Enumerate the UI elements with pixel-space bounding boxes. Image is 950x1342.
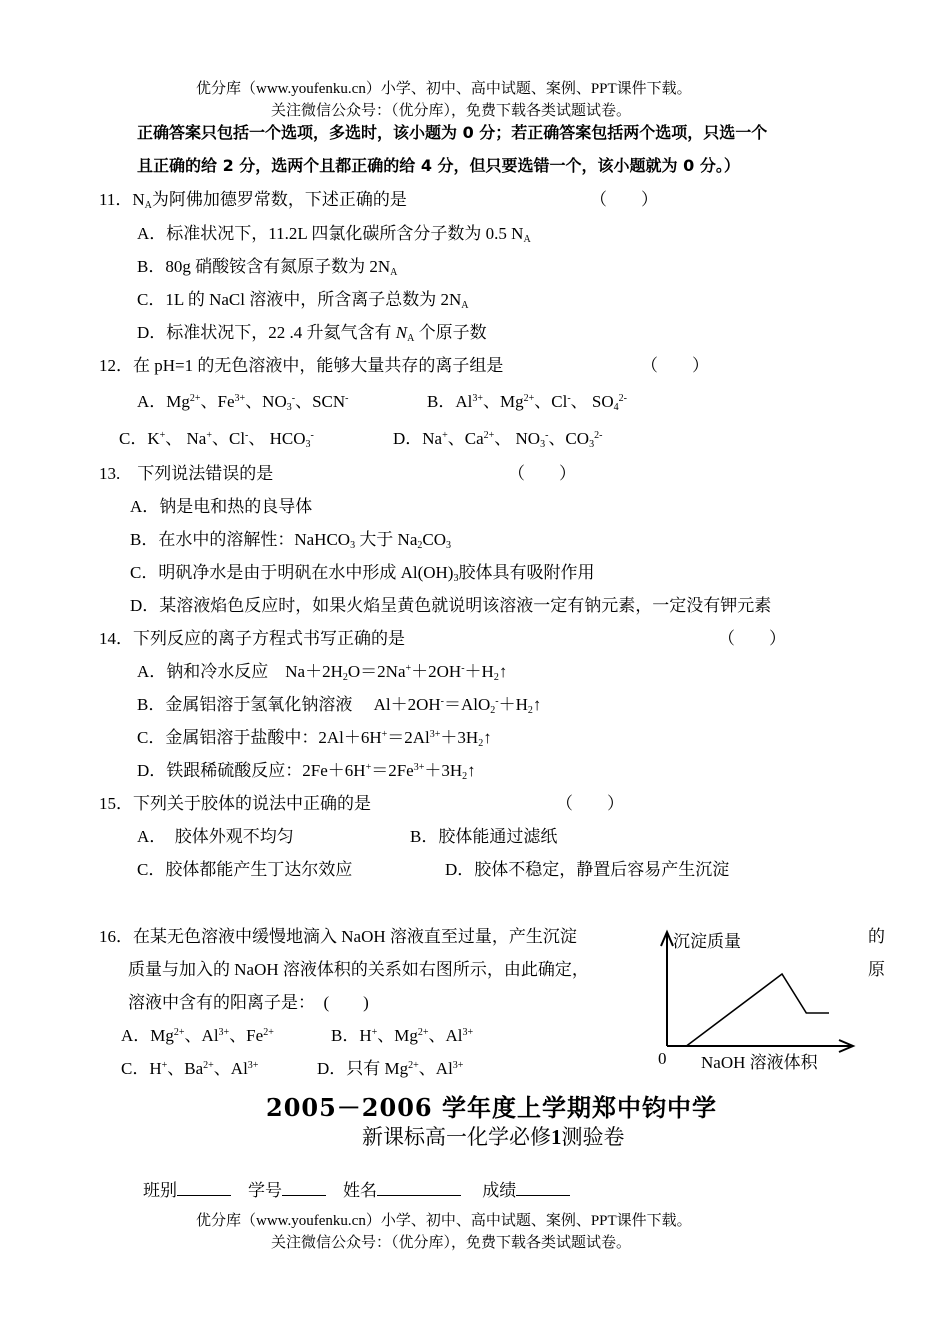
q16-line-1-end: 的: [868, 927, 885, 946]
q16-option-a: A．$Mg^{2+}$、$Al^{3+}$、$Fe^{2+}$: [121, 1026, 274, 1045]
info-fields: [143, 1179, 570, 1202]
q12-option-a: A．$Mg^{2+}$、$Fe^{3+}$、$NO_3^-$、SCN-: [137, 392, 349, 413]
q15-option-a: A． 胶体外观不均匀: [137, 827, 294, 846]
instructions-line-2: 且正确的给 2 分，选两个且都正确的给 4 分，但只要选错一个，该小题就为 0 分。）: [137, 156, 740, 175]
header-line-2: 关注微信公众号：（优分库），免费下载各类试题试卷。: [271, 103, 632, 119]
id-blank[interactable]: [282, 1179, 326, 1196]
q15-option-b: B．胶体能通过滤纸: [410, 827, 558, 846]
exam-subtitle: 新课标高一化学必修1测验卷: [362, 1125, 625, 1149]
footer-line-2: 关注微信公众号：（优分库），免费下载各类试题试卷。: [271, 1235, 632, 1251]
q11-option-a: A．标准状况下，11.2L 四氯化碳所含分子数为 0.5 $N_A$: [137, 224, 531, 245]
q11-option-b: B．80g 硝酸铵含有氮原子数为 $2N_A$: [137, 257, 398, 278]
q13-option-c: C．明矾净水是由于明矾在水中形成 $Al(OH)_3$胶体具有吸附作用: [130, 563, 595, 584]
q13-option-d: D．某溶液焰色反应时，如果火焰呈黄色就说明该溶液一定有钠元素，一定没有钾元素: [130, 596, 772, 615]
score-blank[interactable]: [516, 1179, 570, 1196]
q12-stem: 12．在 pH=1 的无色溶液中，能够大量共存的离子组是: [99, 356, 504, 375]
q12-option-c: C．K+、 Na+、Cl-、 $HCO_3^-$: [119, 429, 314, 450]
q16-line-2-end: 原: [868, 960, 885, 979]
q15-answer-paren: （ ）: [556, 794, 624, 813]
q14-option-d: D．铁跟稀硫酸反应：$2Fe+6H^+=2Fe^{3+}+3H_2↑$: [137, 761, 476, 782]
x-axis-label: NaOH 溶液体积: [701, 1053, 818, 1072]
precipitate-curve: [686, 974, 829, 1046]
name-blank[interactable]: [377, 1179, 461, 1196]
q16-line-3: 溶液中含有的阳离子是： ( ): [128, 993, 369, 1012]
q16-option-b: B．H+、$Mg^{2+}$、$Al^{3+}$: [331, 1026, 474, 1045]
instructions-line-1: 正确答案只包括一个选项，多选时，该小题为 0 分；若正确答案包括两个选项，只选一个: [137, 123, 768, 142]
q15-stem: 15．下列关于胶体的说法中正确的是: [99, 794, 371, 813]
q12-option-b: B．$Al^{3+}$、$Mg^{2+}$、Cl-、 $SO_4^{2-}$: [427, 392, 627, 413]
q15-option-c: C．胶体都能产生丁达尔效应: [137, 860, 353, 879]
q16-option-c: C．H+、$Ba^{2+}$、$Al^{3+}$: [121, 1059, 259, 1078]
q15-option-d: D．胶体不稳定，静置后容易产生沉淀: [445, 860, 730, 879]
q13-stem: 13. 下列说法错误的是: [99, 464, 274, 483]
header-line-1: 优分库（www.youfenku.cn）小学、初中、高中试题、案例、PPT课件下载。: [196, 81, 692, 97]
q13-answer-paren: （ ）: [508, 464, 576, 483]
exam-title: 2005－2006 学年度上学期郑中钧中学: [266, 1093, 717, 1122]
score-label: 成绩: [482, 1181, 517, 1200]
q16-line-2: 质量与加入的 NaOH 溶液体积的关系如右图所示，由此确定，: [128, 960, 589, 979]
q12-option-d: D．Na+、$Ca^{2+}$、 $NO_3^-$、$CO_3^{2-}$: [393, 429, 603, 450]
q14-option-b: B．金属铝溶于氢氧化钠溶液 $Al+2OH^-=AlO_2^-+H_2↑$: [137, 695, 542, 716]
class-label: 班别: [143, 1181, 177, 1200]
q13-option-a: A．钠是电和热的良导体: [130, 497, 313, 516]
name-label: 姓名: [343, 1181, 377, 1200]
id-label: 学号: [248, 1181, 282, 1200]
origin-label: 0: [658, 1049, 667, 1068]
q16-option-d: D．只有 $Mg^{2+}$、$Al^{3+}$: [317, 1059, 464, 1078]
q14-option-c: C．金属铝溶于盐酸中：$2Al+6H^+=2Al^{3+}+3H_2↑$: [137, 728, 492, 749]
q11-stem: 11．$N_A$为阿佛加德罗常数，下述正确的是: [99, 190, 407, 211]
q11-option-d: D．标准状况下，22 .4 升氦气含有 $N_A$ 个原子数: [137, 323, 487, 344]
q16-line-1: 16．在某无色溶液中缓慢地滴入 NaOH 溶液直至过量，产生沉淀: [99, 927, 577, 946]
footer-line-1: 优分库（www.youfenku.cn）小学、初中、高中试题、案例、PPT课件下载。: [196, 1213, 692, 1229]
class-blank[interactable]: [177, 1179, 231, 1196]
q11-option-c: C．1L 的 NaCl 溶液中，所含离子总数为 $2N_A$: [137, 290, 469, 311]
q14-answer-paren: （ ）: [718, 629, 786, 648]
q16-graph: [640, 920, 860, 1080]
q12-answer-paren: （ ）: [641, 356, 709, 375]
q14-stem: 14．下列反应的离子方程式书写正确的是: [99, 629, 405, 648]
q13-option-b: B．在水中的溶解性：NaHCO$_3$ 大于 $Na_2CO_3$: [130, 530, 452, 551]
y-axis-label: 沉淀质量: [673, 932, 741, 951]
q11-answer-paren: （ ）: [590, 190, 658, 209]
q14-option-a: A．钠和冷水反应 $Na+2H_2O=2Na^++2OH^-+H_2↑$: [137, 662, 508, 683]
